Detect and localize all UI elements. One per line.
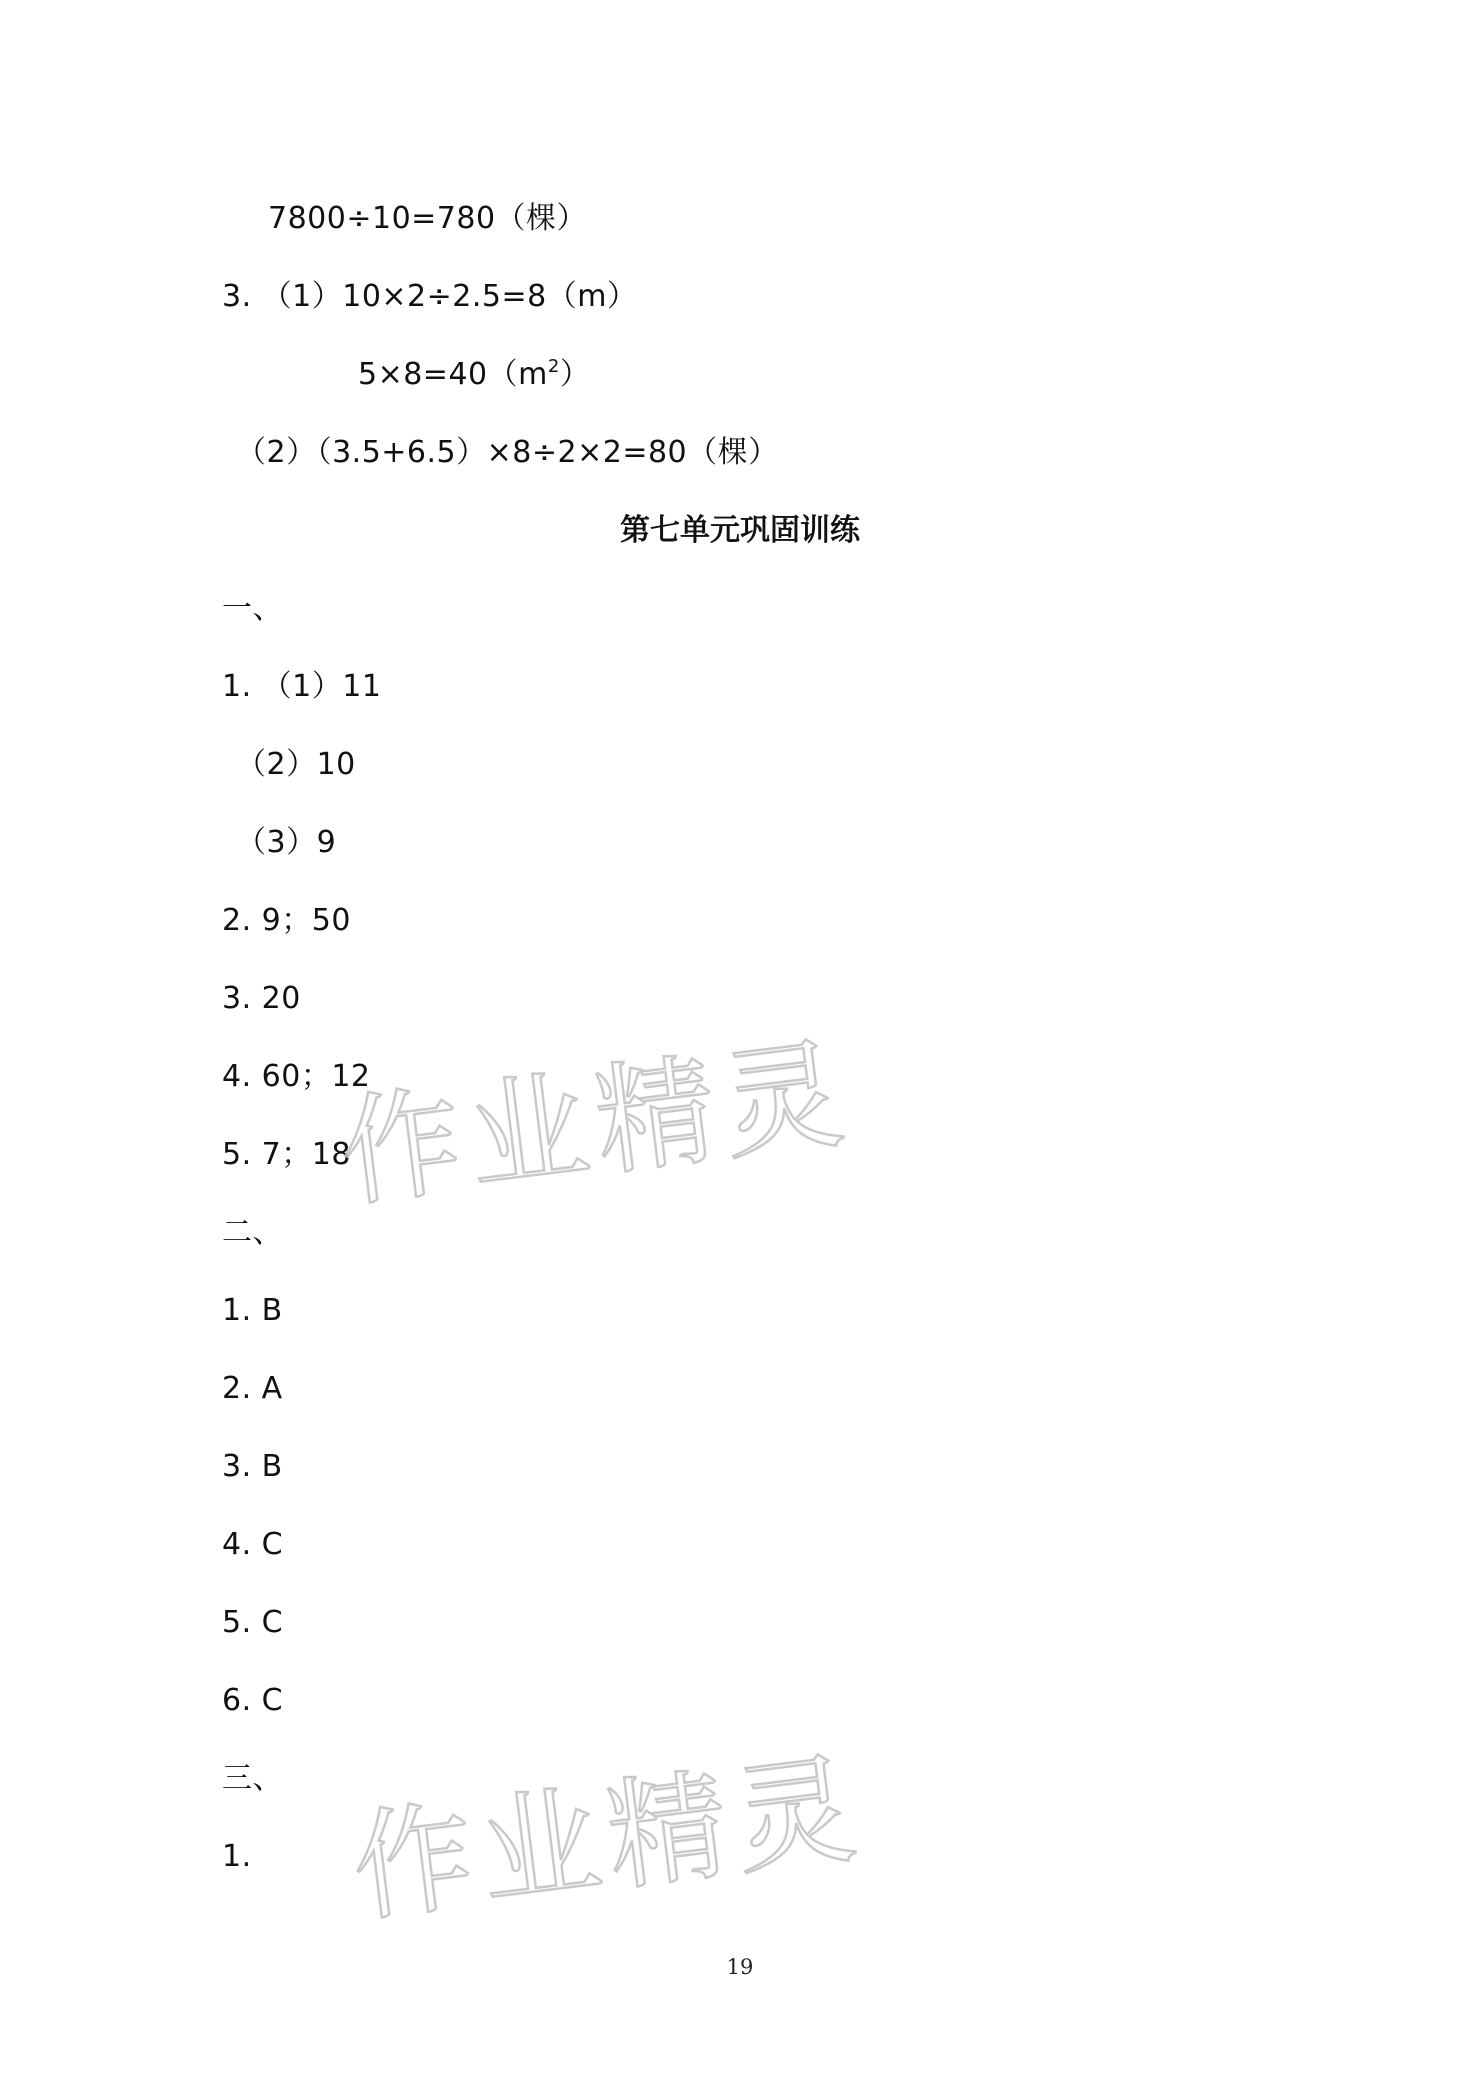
- answer-line: 2. A: [222, 1371, 283, 1406]
- answer-line: 3. （1）10×2÷2.5=8（m）: [222, 279, 638, 314]
- answer-line: 6. C: [222, 1683, 284, 1718]
- answer-line: 4. C: [222, 1527, 284, 1562]
- page-number: 19: [726, 1955, 754, 1979]
- answer-line: 1.: [222, 1839, 252, 1874]
- watermark: 作业精灵: [333, 1024, 859, 1225]
- section-title: 第七单元巩固训练: [620, 513, 860, 548]
- answer-line: 7800÷10=780（棵）: [268, 201, 588, 236]
- answer-line: 3. 20: [222, 981, 301, 1016]
- formula-base: 5×8=40（m: [358, 357, 548, 392]
- answer-line: （2）（3.5+6.5）×8÷2×2=80（棵）: [236, 435, 779, 470]
- section-heading: 三、: [222, 1761, 283, 1796]
- answer-line: 3. B: [222, 1449, 283, 1484]
- superscript-exponent: 2: [547, 356, 560, 377]
- answer-line: （3）9: [236, 825, 337, 860]
- formula-tail: ）: [559, 357, 591, 392]
- answer-line-with-superscript: [358, 355, 590, 395]
- answer-line: 4. 60；12: [222, 1059, 371, 1094]
- section-heading: 一、: [222, 591, 283, 626]
- section-heading: 二、: [222, 1215, 283, 1250]
- watermark: 作业精灵: [345, 1739, 871, 1940]
- answer-line: 1. （1）11: [222, 669, 382, 704]
- answer-line: （2）10: [236, 747, 356, 782]
- answer-line: 5. 7；18: [222, 1137, 351, 1172]
- answer-line: 1. B: [222, 1293, 283, 1328]
- answer-line: 5. C: [222, 1605, 284, 1640]
- answer-line: 2. 9；50: [222, 903, 351, 938]
